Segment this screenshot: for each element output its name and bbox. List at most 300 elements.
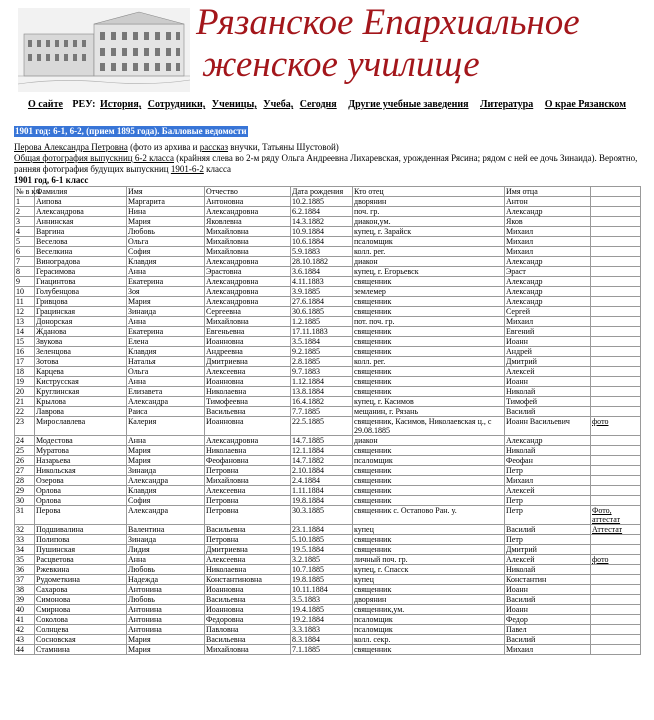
table-cell: Андреевна: [205, 347, 291, 357]
table-cell: 32: [15, 525, 35, 535]
table-cell: Клавдия: [127, 257, 205, 267]
table-cell: Назарьева: [35, 456, 127, 466]
table-cell: Дмитрий: [505, 357, 591, 367]
table-cell: [591, 417, 641, 436]
table-cell: Андрей: [505, 347, 591, 357]
table-cell: священник: [353, 377, 505, 387]
table-cell: мещанин, г. Рязань: [353, 407, 505, 417]
col-header: Фамилия: [35, 187, 127, 197]
table-cell: колл. рег.: [353, 247, 505, 257]
table-cell: Петровна: [205, 466, 291, 476]
table-cell: Михаил: [505, 227, 591, 237]
table-cell: 10.11.1884: [291, 585, 353, 595]
table-cell: священник: [353, 446, 505, 456]
table-cell: Михаил: [505, 247, 591, 257]
table-cell: священник: [353, 645, 505, 655]
table-cell: 9: [15, 277, 35, 287]
table-cell: Константин: [505, 575, 591, 585]
table-cell: Расцветова: [35, 555, 127, 565]
table-cell: Сахарова: [35, 585, 127, 595]
table-cell: Иоанн: [505, 585, 591, 595]
table-cell: купец, г. Касимов: [353, 397, 505, 407]
table-cell: [591, 367, 641, 377]
table-cell: Зоя: [127, 287, 205, 297]
table-cell: [591, 585, 641, 595]
table-cell: 5.10.1885: [291, 535, 353, 545]
nav-today[interactable]: Сегодня: [299, 99, 337, 110]
table-row: [15, 317, 641, 327]
perova-link[interactable]: Перова Александра Петровна: [14, 142, 128, 152]
table-row: [15, 625, 641, 635]
table-cell: священник: [353, 466, 505, 476]
table-cell: Александровна: [205, 207, 291, 217]
table-cell: Александровна: [205, 297, 291, 307]
table-cell: Елена: [127, 337, 205, 347]
nav-staff[interactable]: Сотрудники,: [147, 99, 206, 110]
table-cell: [591, 267, 641, 277]
table-cell: Любовь: [127, 595, 205, 605]
table-cell: [591, 347, 641, 357]
table-row: [15, 377, 641, 387]
table-cell: Александр: [505, 436, 591, 446]
table-cell: Екатерина: [127, 327, 205, 337]
table-cell: 19.5.1884: [291, 545, 353, 555]
nav-region[interactable]: О крае Рязанском: [544, 99, 627, 110]
table-cell: Карцева: [35, 367, 127, 377]
table-cell: Антоновна: [205, 197, 291, 207]
table-cell: 12.1.1884: [291, 446, 353, 456]
table-cell: Федоровна: [205, 615, 291, 625]
table-cell: Донорская: [35, 317, 127, 327]
table-cell: Александровна: [205, 287, 291, 297]
intro-text: класса: [203, 164, 232, 174]
class-photo-link[interactable]: Общая фотография выпускниц 6-2 класса: [14, 153, 175, 163]
table-row: [15, 436, 641, 446]
table-cell: Ольга: [127, 237, 205, 247]
table-cell: 3: [15, 217, 35, 227]
table-cell: 19: [15, 377, 35, 387]
table-cell: Соколова: [35, 615, 127, 625]
table-cell: Маргарита: [127, 197, 205, 207]
table-cell: 3.2.1885: [291, 555, 353, 565]
intro-line-2: [14, 153, 648, 175]
nav-study[interactable]: Учеба,: [263, 99, 294, 110]
table-cell: [591, 525, 641, 535]
intro-line-1: [14, 142, 648, 153]
table-cell: 14.7.1885: [291, 436, 353, 446]
table-cell: Сергей: [505, 307, 591, 317]
table-cell: Мария: [127, 635, 205, 645]
site-title: [196, 2, 580, 86]
table-row: [15, 535, 641, 545]
table-cell: Павловна: [205, 625, 291, 635]
table-cell: Петровна: [205, 496, 291, 506]
table-cell: Герасимова: [35, 267, 127, 277]
nav-history[interactable]: История,: [100, 99, 142, 110]
table-cell: священник: [353, 585, 505, 595]
table-cell: 6: [15, 247, 35, 257]
table-cell: Михаил: [505, 645, 591, 655]
table-cell: 1.2.1885: [291, 317, 353, 327]
table-cell: 28.10.1882: [291, 257, 353, 267]
table-cell: Александровна: [205, 257, 291, 267]
table-cell: 10.9.1884: [291, 227, 353, 237]
table-row: [15, 506, 641, 525]
table-cell: дворянин: [353, 197, 505, 207]
table-cell: [591, 555, 641, 565]
table-cell: Клавдия: [127, 486, 205, 496]
table-cell: дворянин: [353, 595, 505, 605]
table-cell: 3.9.1885: [291, 287, 353, 297]
nav-literature[interactable]: Литература: [480, 99, 534, 110]
table-cell: Подшивалина: [35, 525, 127, 535]
table-cell: 2.8.1885: [291, 357, 353, 367]
table-cell: Алексеевна: [205, 367, 291, 377]
table-cell: Иоанновна: [205, 377, 291, 387]
table-cell: Зотова: [35, 357, 127, 367]
table-row: [15, 446, 641, 456]
table-cell: 19.2.1884: [291, 615, 353, 625]
table-cell: Дмитриевна: [205, 357, 291, 367]
table-cell: Федор: [505, 615, 591, 625]
table-row: [15, 217, 641, 227]
table-cell: Пушинская: [35, 545, 127, 555]
table-cell: Надежда: [127, 575, 205, 585]
table-cell: 2: [15, 207, 35, 217]
table-cell: 17.11.1883: [291, 327, 353, 337]
table-cell: Антонина: [127, 585, 205, 595]
table-cell: Петр: [505, 535, 591, 545]
table-cell: Киструсская: [35, 377, 127, 387]
table-row: [15, 525, 641, 535]
table-row: [15, 277, 641, 287]
table-cell: [591, 217, 641, 227]
document-link[interactable]: фото: [592, 417, 609, 426]
table-cell: Михаил: [505, 237, 591, 247]
document-link[interactable]: Фото, аттестат: [592, 506, 621, 524]
table-cell: 2.4.1884: [291, 476, 353, 486]
table-cell: Екатерина: [127, 277, 205, 287]
table-cell: 44: [15, 645, 35, 655]
table-cell: поч. гр.: [353, 207, 505, 217]
table-cell: Лаврова: [35, 407, 127, 417]
table-cell: Василий: [505, 407, 591, 417]
table-cell: [591, 496, 641, 506]
table-cell: 43: [15, 635, 35, 645]
table-row: [15, 227, 641, 237]
table-row: [15, 397, 641, 407]
table-cell: 4.11.1883: [291, 277, 353, 287]
table-cell: Иоанновна: [205, 337, 291, 347]
table-cell: Ольга: [127, 367, 205, 377]
table-cell: 3.3.1883: [291, 625, 353, 635]
table-cell: псаломщик: [353, 625, 505, 635]
table-cell: 30.6.1885: [291, 307, 353, 317]
table-cell: [591, 436, 641, 446]
table-cell: Ржевкина: [35, 565, 127, 575]
table-row: [15, 565, 641, 575]
table-cell: Феофан: [505, 456, 591, 466]
table-cell: Евгений: [505, 327, 591, 337]
table-cell: Аннинская: [35, 217, 127, 227]
table-cell: 31: [15, 506, 35, 525]
table-cell: 12: [15, 307, 35, 317]
table-cell: 7.1.1885: [291, 645, 353, 655]
table-cell: 33: [15, 535, 35, 545]
table-cell: Мария: [127, 645, 205, 655]
table-cell: псаломщик: [353, 456, 505, 466]
table-cell: 16: [15, 347, 35, 357]
table-cell: 7.7.1885: [291, 407, 353, 417]
table-cell: 3.6.1884: [291, 267, 353, 277]
table-cell: Николай: [505, 565, 591, 575]
table-cell: колл. секр.: [353, 635, 505, 645]
nav-students[interactable]: Ученицы,: [211, 99, 257, 110]
table-cell: 13.8.1884: [291, 387, 353, 397]
table-row: [15, 555, 641, 565]
table-cell: 10.7.1885: [291, 565, 353, 575]
table-cell: Петр: [505, 496, 591, 506]
table-cell: [591, 247, 641, 257]
intro-text: (крайняя слева во 2-м ряду Ольга Андреевна Лихаревская, урожденная Рясина; рядом с ней ее дочь Зинаида). Вероятно, ранняя фотография будущих выпускниц: [14, 153, 638, 174]
table-cell: Круглинская: [35, 387, 127, 397]
table-cell: 34: [15, 545, 35, 555]
table-cell: [591, 625, 641, 635]
table-cell: священник: [353, 535, 505, 545]
table-row: [15, 575, 641, 585]
table-cell: София: [127, 247, 205, 257]
table-row: [15, 496, 641, 506]
table-cell: [591, 297, 641, 307]
table-cell: 26: [15, 456, 35, 466]
table-cell: 13: [15, 317, 35, 327]
table-cell: Мария: [127, 297, 205, 307]
table-cell: 11: [15, 297, 35, 307]
table-row: [15, 486, 641, 496]
table-cell: Нина: [127, 207, 205, 217]
table-cell: Константиновна: [205, 575, 291, 585]
table-cell: 6.2.1884: [291, 207, 353, 217]
table-cell: Феофановна: [205, 456, 291, 466]
table-cell: Мирославлева: [35, 417, 127, 436]
table-cell: 40: [15, 605, 35, 615]
table-cell: Любовь: [127, 227, 205, 237]
table-cell: 5.9.1883: [291, 247, 353, 257]
table-cell: [591, 635, 641, 645]
table-cell: Раиса: [127, 407, 205, 417]
story-link[interactable]: рассказ: [199, 142, 229, 152]
table-cell: Валентина: [127, 525, 205, 535]
table-cell: Александр: [505, 287, 591, 297]
nav-other-schools[interactable]: Другие учебные заведения: [348, 99, 469, 110]
table-row: [15, 645, 641, 655]
table-cell: Наталья: [127, 357, 205, 367]
table-cell: Александр: [505, 297, 591, 307]
table-cell: священник с. Остапово Ран. у.: [353, 506, 505, 525]
table-cell: [591, 407, 641, 417]
table-cell: Клавдия: [127, 347, 205, 357]
table-cell: [591, 257, 641, 267]
table-row: [15, 267, 641, 277]
table-cell: София: [127, 496, 205, 506]
table-cell: священник: [353, 347, 505, 357]
table-cell: священник: [353, 486, 505, 496]
table-cell: Александрова: [35, 207, 127, 217]
table-cell: Павел: [505, 625, 591, 635]
table-row: [15, 417, 641, 436]
site-title-line1: Рязанское Епархиальное: [196, 2, 580, 43]
table-cell: Анна: [127, 317, 205, 327]
table-cell: 14.3.1882: [291, 217, 353, 227]
table-cell: Модестова: [35, 436, 127, 446]
col-header: Отчество: [205, 187, 291, 197]
table-header-row: [15, 187, 641, 197]
table-cell: Зеленцова: [35, 347, 127, 357]
table-row: [15, 247, 641, 257]
page-content: [14, 126, 648, 655]
table-cell: Эраст: [505, 267, 591, 277]
table-cell: [591, 595, 641, 605]
table-cell: Иоанн: [505, 337, 591, 347]
table-cell: 25: [15, 446, 35, 456]
table-cell: Алексей: [505, 367, 591, 377]
table-cell: [591, 387, 641, 397]
table-cell: Петровна: [205, 535, 291, 545]
table-cell: [591, 337, 641, 347]
table-row: [15, 347, 641, 357]
table-row: [15, 466, 641, 476]
table-cell: Тимофей: [505, 397, 591, 407]
table-cell: 9.7.1883: [291, 367, 353, 377]
col-header: № в кл.: [16, 187, 42, 196]
table-cell: Александра: [127, 476, 205, 486]
table-cell: Иоанн: [505, 605, 591, 615]
table-cell: священник: [353, 327, 505, 337]
table-cell: диакон,ум.: [353, 217, 505, 227]
table-cell: [591, 287, 641, 297]
col-header: Имя: [127, 187, 205, 197]
table-cell: Евгеньевна: [205, 327, 291, 337]
table-cell: 17: [15, 357, 35, 367]
table-cell: Веселова: [35, 237, 127, 247]
table-cell: Иоанн Васильевич: [505, 417, 591, 436]
table-cell: Зинаида: [127, 466, 205, 476]
table-cell: Васильевна: [205, 635, 291, 645]
table-cell: Васильевна: [205, 525, 291, 535]
table-cell: священник: [353, 496, 505, 506]
table-cell: Иоанновна: [205, 585, 291, 595]
table-cell: 3.5.1883: [291, 595, 353, 605]
table-cell: 29: [15, 486, 35, 496]
table-cell: Рудометкина: [35, 575, 127, 585]
nav-about[interactable]: О сайте: [27, 99, 63, 110]
table-cell: священник,ум.: [353, 605, 505, 615]
table-cell: купец: [353, 525, 505, 535]
table-cell: [591, 307, 641, 317]
table-cell: Голубенцова: [35, 287, 127, 297]
table-cell: Николаевна: [205, 387, 291, 397]
table-row: [15, 605, 641, 615]
table-cell: 42: [15, 625, 35, 635]
table-cell: Жданова: [35, 327, 127, 337]
col-header: Дата рождения: [291, 187, 353, 197]
table-cell: Эрастовна: [205, 267, 291, 277]
main-nav: [0, 99, 654, 110]
table-cell: 41: [15, 615, 35, 625]
table-cell: 4: [15, 227, 35, 237]
table-row: [15, 635, 641, 645]
school-building-illustration: [18, 8, 190, 92]
table-cell: Зинаида: [127, 307, 205, 317]
table-row: [15, 337, 641, 347]
table-cell: купец, г. Зарайск: [353, 227, 505, 237]
page-heading: 1901 год: 6-1, 6-2, (прием 1895 года). Балловые ведомости: [15, 126, 247, 136]
table-cell: [591, 486, 641, 496]
table-cell: Алексей: [505, 486, 591, 496]
table-cell: купец: [353, 575, 505, 585]
table-cell: Веселкина: [35, 247, 127, 257]
table-row: [15, 407, 641, 417]
table-cell: Перова: [35, 506, 127, 525]
table-cell: Виноградова: [35, 257, 127, 267]
table-cell: Михайловна: [205, 645, 291, 655]
table-cell: псаломщик: [353, 615, 505, 625]
table-row: [15, 287, 641, 297]
table-cell: Михаил: [505, 476, 591, 486]
table-cell: 14.7.1882: [291, 456, 353, 466]
col-header: Кто отец: [353, 187, 505, 197]
table-cell: Петровна: [205, 506, 291, 525]
intro-text: внучки, Татьяны Шустовой): [228, 142, 339, 152]
table-cell: 10.6.1884: [291, 237, 353, 247]
table-cell: [591, 237, 641, 247]
table-cell: Николай: [505, 387, 591, 397]
table-cell: [591, 605, 641, 615]
document-link[interactable]: фото: [592, 555, 609, 564]
table-cell: Муратова: [35, 446, 127, 456]
table-cell: 20: [15, 387, 35, 397]
table-cell: Александр: [505, 277, 591, 287]
table-body: [15, 197, 641, 655]
table-row: [15, 307, 641, 317]
table-cell: Алексеевна: [205, 555, 291, 565]
table-cell: Крылова: [35, 397, 127, 407]
table-cell: [591, 645, 641, 655]
table-cell: Анна: [127, 436, 205, 446]
table-cell: Василий: [505, 525, 591, 535]
table-cell: Васильевна: [205, 595, 291, 605]
table-cell: 1: [15, 197, 35, 207]
table-cell: Алексей: [505, 555, 591, 565]
table-cell: 30.3.1885: [291, 506, 353, 525]
table-cell: Гривцова: [35, 297, 127, 307]
table-cell: 22.5.1885: [291, 417, 353, 436]
table-row: [15, 327, 641, 337]
table-cell: священник, Касимов, Николаевская ц., с 29.08.1885: [353, 417, 505, 436]
table-cell: Полипова: [35, 535, 127, 545]
class-1901-link[interactable]: 1901-6-2: [170, 164, 204, 174]
table-cell: Орлова: [35, 486, 127, 496]
table-cell: 36: [15, 565, 35, 575]
site-header: [0, 0, 654, 92]
document-link[interactable]: Аттестат: [592, 525, 623, 534]
table-cell: Иоанн: [505, 377, 591, 387]
table-cell: пот. поч. гр.: [353, 317, 505, 327]
table-cell: Яковлевна: [205, 217, 291, 227]
table-cell: Михайловна: [205, 237, 291, 247]
table-row: [15, 197, 641, 207]
table-cell: 3.5.1884: [291, 337, 353, 347]
